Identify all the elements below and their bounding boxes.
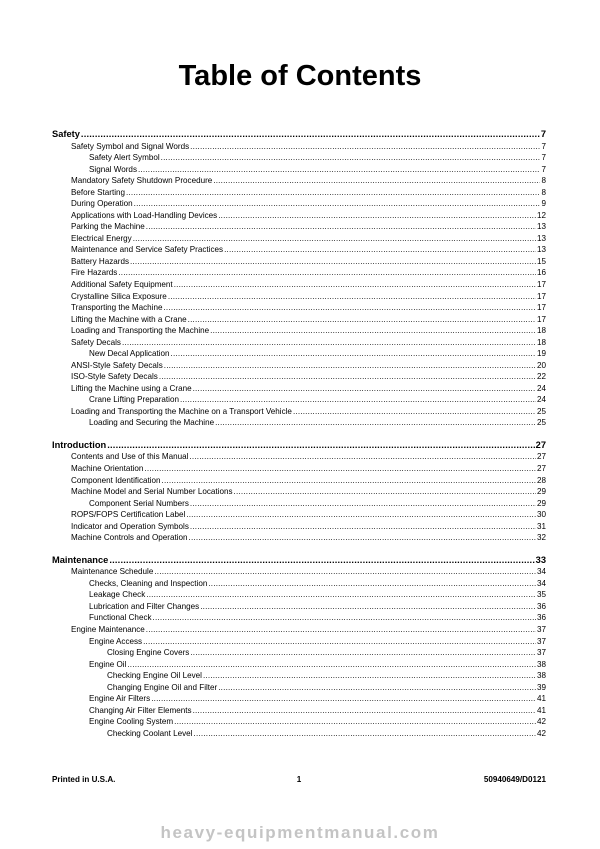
toc-entry-page: 42 xyxy=(536,728,546,738)
toc-dot-leader xyxy=(208,578,536,590)
toc-dot-leader xyxy=(190,141,540,153)
toc-dot-leader xyxy=(151,693,536,705)
toc-entry-page: 36 xyxy=(536,613,546,623)
toc-entry-title: Checks, Cleaning and Inspection xyxy=(89,578,208,588)
toc-entry-title: Mandatory Safety Shutdown Procedure xyxy=(71,176,213,186)
toc-entry-title: ANSI-Style Safety Decals xyxy=(71,360,163,370)
toc-entry-page: 29 xyxy=(536,498,546,508)
toc-dot-leader xyxy=(234,486,536,498)
toc-entry-title: Safety Symbol and Signal Words xyxy=(71,141,190,151)
toc-dot-leader xyxy=(189,451,536,463)
toc-dot-leader xyxy=(293,406,536,418)
toc-entry-title: Machine Controls and Operation xyxy=(71,533,188,543)
toc-entry-page: 12 xyxy=(536,210,546,220)
toc-entry[interactable] xyxy=(52,682,546,694)
toc-entry-title: Applications with Load-Handling Devices xyxy=(71,210,218,220)
toc-entry[interactable] xyxy=(52,498,546,510)
toc-dot-leader xyxy=(193,383,536,395)
toc-entry-page: 37 xyxy=(536,624,546,634)
toc-entry[interactable] xyxy=(52,705,546,717)
toc-entry[interactable] xyxy=(52,406,546,418)
toc-dot-leader xyxy=(194,728,536,740)
toc-entry-title: Additional Safety Equipment xyxy=(71,279,173,289)
toc-entry[interactable] xyxy=(52,670,546,682)
toc-entry-page: 8 xyxy=(541,187,546,197)
toc-entry[interactable] xyxy=(52,566,546,578)
toc-entry[interactable] xyxy=(52,360,546,372)
toc-entry[interactable] xyxy=(52,486,546,498)
toc-entry-title: Component Serial Numbers xyxy=(89,498,189,508)
toc-dot-leader xyxy=(215,417,536,429)
toc-entry[interactable] xyxy=(52,601,546,613)
toc-entry-title: Changing Air Filter Elements xyxy=(89,705,192,715)
toc-entry-page: 41 xyxy=(536,705,546,715)
toc-entry[interactable] xyxy=(52,636,546,648)
toc-entry-page: 38 xyxy=(536,659,546,669)
toc-entry[interactable] xyxy=(52,589,546,601)
toc-chapter-entry[interactable] xyxy=(52,554,546,567)
toc-entry-page: 15 xyxy=(536,256,546,266)
toc-entry[interactable] xyxy=(52,314,546,326)
toc-entry[interactable] xyxy=(52,233,546,245)
toc-entry[interactable] xyxy=(52,198,546,210)
toc-entry-page: 25 xyxy=(536,418,546,428)
toc-entry-page: 25 xyxy=(536,406,546,416)
toc-dot-leader xyxy=(174,716,536,728)
toc-entry-page: 34 xyxy=(536,567,546,577)
toc-entry[interactable] xyxy=(52,716,546,728)
toc-entry[interactable] xyxy=(52,578,546,590)
toc-entry[interactable] xyxy=(52,728,546,740)
toc-entry[interactable] xyxy=(52,532,546,544)
toc-entry-title: Checking Coolant Level xyxy=(107,728,193,738)
toc-entry[interactable] xyxy=(52,141,546,153)
toc-entry-page: 8 xyxy=(541,176,546,186)
toc-dot-leader xyxy=(188,314,536,326)
toc-entry-page: 37 xyxy=(536,648,546,658)
toc-dot-leader xyxy=(161,152,541,164)
toc-entry[interactable] xyxy=(52,302,546,314)
toc-dot-leader xyxy=(81,128,540,141)
toc-dot-leader xyxy=(127,659,536,671)
toc-entry-title: Machine Orientation xyxy=(71,464,144,473)
toc-dot-leader xyxy=(164,360,536,372)
toc-entry-page: 24 xyxy=(536,383,546,393)
toc-entry-page: 7 xyxy=(541,153,546,163)
toc-entry-title: Leakage Check xyxy=(89,590,146,600)
toc-entry[interactable] xyxy=(52,394,546,406)
toc-dot-leader xyxy=(146,221,536,233)
toc-entry[interactable] xyxy=(52,417,546,429)
toc-entry[interactable] xyxy=(52,187,546,199)
toc-entry-title: Parking the Machine xyxy=(71,222,145,232)
footer-print-location: Printed in U.S.A. xyxy=(52,775,116,784)
toc-dot-leader xyxy=(203,670,536,682)
toc-entry[interactable] xyxy=(52,164,546,176)
toc-section xyxy=(52,554,546,740)
toc-entry-page: 7 xyxy=(541,141,546,151)
toc-entry-title: Engine Oil xyxy=(89,659,127,669)
toc-entry-title: Lifting the Machine with a Crane xyxy=(71,314,187,324)
toc-entry-title: Contents and Use of this Manual xyxy=(71,452,189,462)
toc-dot-leader xyxy=(153,612,536,624)
table-of-contents xyxy=(52,128,546,749)
toc-dot-leader xyxy=(109,554,534,567)
toc-dot-leader xyxy=(171,348,536,360)
toc-entry-title: Safety xyxy=(52,129,80,139)
toc-entry-page: 9 xyxy=(541,199,546,209)
toc-entry[interactable] xyxy=(52,509,546,521)
toc-entry-title: During Operation xyxy=(71,199,133,209)
toc-entry-page: 20 xyxy=(536,360,546,370)
toc-entry-page: 41 xyxy=(536,694,546,704)
toc-dot-leader xyxy=(190,647,536,659)
toc-entry[interactable] xyxy=(52,256,546,268)
toc-entry-page: 29 xyxy=(536,487,546,497)
toc-entry[interactable] xyxy=(52,348,546,360)
toc-entry-title: Engine Maintenance xyxy=(71,624,145,634)
toc-dot-leader xyxy=(146,589,536,601)
toc-entry[interactable] xyxy=(52,383,546,395)
toc-entry-page: 17 xyxy=(536,314,546,324)
toc-dot-leader xyxy=(218,682,536,694)
toc-entry[interactable] xyxy=(52,659,546,671)
toc-chapter-entry[interactable] xyxy=(52,128,546,141)
toc-entry-title: Introduction xyxy=(52,439,107,450)
toc-dot-leader xyxy=(154,566,536,578)
toc-dot-leader xyxy=(144,463,536,475)
toc-section xyxy=(52,128,546,429)
toc-entry-title: Engine Air Filters xyxy=(89,694,151,704)
toc-entry-page: 38 xyxy=(536,671,546,681)
toc-dot-leader xyxy=(122,337,536,349)
toc-entry-page: 33 xyxy=(535,554,546,565)
toc-entry-title: Loading and Transporting the Machine xyxy=(71,326,210,336)
toc-dot-leader xyxy=(168,291,536,303)
toc-entry-page: 31 xyxy=(536,521,546,531)
toc-entry[interactable] xyxy=(52,279,546,291)
toc-entry-title: Engine Access xyxy=(89,636,143,646)
toc-dot-leader xyxy=(200,601,536,613)
toc-entry-title: Loading and Transporting the Machine on a Transport Vehicle xyxy=(71,406,292,416)
toc-entry-title: Engine Cooling System xyxy=(89,717,174,727)
toc-entry[interactable] xyxy=(52,210,546,222)
toc-dot-leader xyxy=(126,187,540,199)
toc-dot-leader xyxy=(159,371,536,383)
toc-entry-page: 35 xyxy=(536,590,546,600)
toc-entry[interactable] xyxy=(52,475,546,487)
toc-dot-leader xyxy=(213,175,540,187)
toc-chapter-entry[interactable] xyxy=(52,439,546,452)
toc-entry-page: 34 xyxy=(536,578,546,588)
toc-entry[interactable] xyxy=(52,267,546,279)
toc-dot-leader xyxy=(107,439,534,452)
toc-dot-leader xyxy=(163,302,536,314)
toc-dot-leader xyxy=(118,267,536,279)
toc-dot-leader xyxy=(133,233,536,245)
footer-page-number: 1 xyxy=(296,775,302,784)
toc-entry[interactable] xyxy=(52,152,546,164)
toc-entry-page: 36 xyxy=(536,601,546,611)
toc-dot-leader xyxy=(180,394,536,406)
toc-entry-page: 13 xyxy=(536,233,546,243)
toc-entry[interactable] xyxy=(52,521,546,533)
toc-entry-title: Loading and Securing the Machine xyxy=(89,418,215,428)
toc-entry[interactable] xyxy=(52,337,546,349)
toc-entry-page: 16 xyxy=(536,268,546,278)
page-title: Table of Contents xyxy=(178,60,422,92)
toc-dot-leader xyxy=(162,475,536,487)
toc-entry-title: Machine Model and Serial Number Locations xyxy=(71,487,233,497)
toc-entry[interactable] xyxy=(52,451,546,463)
toc-dot-leader xyxy=(186,509,536,521)
toc-entry-page: 7 xyxy=(540,129,546,139)
toc-entry-page: 27 xyxy=(536,464,546,473)
toc-entry-title: New Decal Application xyxy=(89,349,170,359)
toc-entry[interactable] xyxy=(52,325,546,337)
toc-dot-leader xyxy=(210,325,536,337)
toc-entry-page: 22 xyxy=(536,372,546,382)
toc-entry[interactable] xyxy=(52,221,546,233)
toc-entry-page: 13 xyxy=(536,222,546,232)
toc-entry-title: Closing Engine Covers xyxy=(107,648,190,658)
toc-entry-title: Electrical Energy xyxy=(71,233,132,243)
toc-entry-page: 42 xyxy=(536,717,546,727)
toc-dot-leader xyxy=(174,279,536,291)
toc-entry-title: Lubrication and Filter Changes xyxy=(89,601,200,611)
toc-entry-title: Safety Alert Symbol xyxy=(89,153,160,163)
toc-entry-title: Fire Hazards xyxy=(71,268,118,278)
toc-entry-title: Crane Lifting Preparation xyxy=(89,395,179,405)
toc-dot-leader xyxy=(130,256,536,268)
toc-entry-page: 27 xyxy=(536,452,546,462)
toc-entry-title: Crystalline Silica Exposure xyxy=(71,291,167,301)
footer-document-code: 50940649/D0121 xyxy=(483,775,546,784)
toc-entry-page: 17 xyxy=(536,279,546,289)
toc-entry-title: Changing Engine Oil and Filter xyxy=(107,682,218,692)
toc-entry[interactable] xyxy=(52,647,546,659)
toc-entry-page: 18 xyxy=(536,326,546,336)
toc-dot-leader xyxy=(224,244,536,256)
toc-entry-page: 37 xyxy=(536,636,546,646)
toc-entry-page: 18 xyxy=(536,337,546,347)
toc-entry-page: 39 xyxy=(536,682,546,692)
toc-entry[interactable] xyxy=(52,463,546,475)
toc-dot-leader xyxy=(189,532,536,544)
toc-entry-page: 30 xyxy=(536,510,546,520)
toc-entry-title: ROPS/FOPS Certification Label xyxy=(71,510,186,520)
toc-dot-leader xyxy=(190,521,536,533)
toc-entry[interactable] xyxy=(52,624,546,636)
toc-entry[interactable] xyxy=(52,371,546,383)
toc-entry-title: Battery Hazards xyxy=(71,256,130,266)
toc-entry-title: Before Starting xyxy=(71,187,125,197)
toc-entry-title: Checking Engine Oil Level xyxy=(107,671,202,681)
toc-dot-leader xyxy=(146,624,536,636)
toc-entry-title: Indicator and Operation Symbols xyxy=(71,521,189,531)
toc-dot-leader xyxy=(218,210,536,222)
toc-entry-title: Maintenance Schedule xyxy=(71,567,154,577)
toc-dot-leader xyxy=(138,164,540,176)
toc-entry-title: Maintenance and Service Safety Practices xyxy=(71,245,224,255)
toc-entry-title: Maintenance xyxy=(52,554,109,565)
toc-dot-leader xyxy=(190,498,536,510)
toc-dot-leader xyxy=(143,636,536,648)
toc-entry-title: Component Identification xyxy=(71,475,161,485)
watermark: heavy-equipmentmanual.com xyxy=(160,823,440,842)
toc-entry[interactable] xyxy=(52,175,546,187)
toc-entry-page: 27 xyxy=(535,439,546,450)
toc-entry-page: 13 xyxy=(536,245,546,255)
toc-entry-page: 17 xyxy=(536,291,546,301)
toc-entry-title: Safety Decals xyxy=(71,337,121,347)
toc-entry-title: Transporting the Machine xyxy=(71,303,163,313)
toc-entry-page: 28 xyxy=(536,475,546,485)
toc-entry[interactable] xyxy=(52,244,546,256)
toc-section xyxy=(52,439,546,544)
toc-entry[interactable] xyxy=(52,693,546,705)
toc-entry[interactable] xyxy=(52,291,546,303)
toc-entry-title: ISO-Style Safety Decals xyxy=(71,372,158,382)
toc-entry[interactable] xyxy=(52,612,546,624)
toc-entry-page: 24 xyxy=(536,395,546,405)
toc-entry-title: Lifting the Machine using a Crane xyxy=(71,383,192,393)
toc-entry-page: 7 xyxy=(541,164,546,174)
toc-entry-title: Signal Words xyxy=(89,164,137,174)
toc-entry-title: Functional Check xyxy=(89,613,152,623)
toc-entry-page: 32 xyxy=(536,533,546,543)
toc-dot-leader xyxy=(193,705,536,717)
toc-entry-page: 17 xyxy=(536,303,546,313)
toc-dot-leader xyxy=(134,198,541,210)
toc-entry-page: 19 xyxy=(536,349,546,359)
